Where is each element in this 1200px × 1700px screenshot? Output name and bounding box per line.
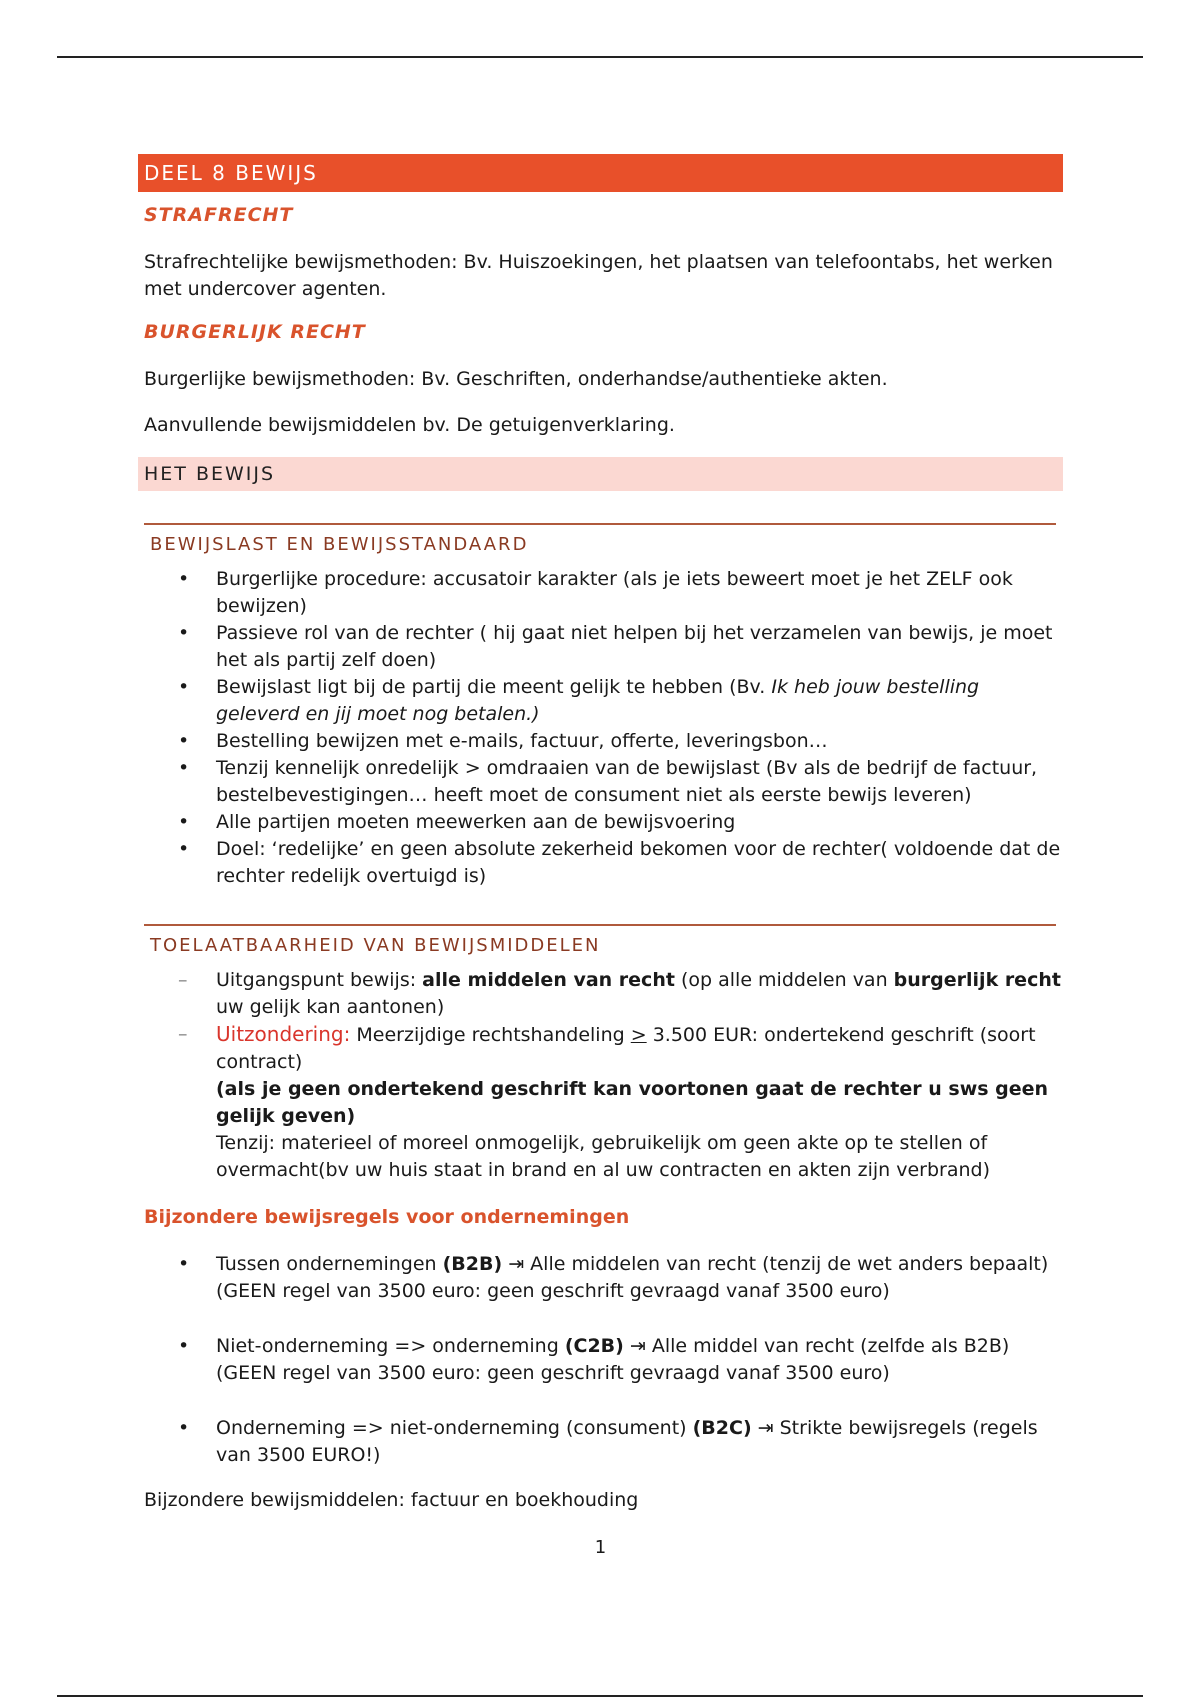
list-item: – Uitgangspunt bewijs: alle middelen van recht (op alle middelen van burgerlijk recht uw gelijk kan aantonen)	[178, 969, 1061, 1018]
exception-label: Uitzondering:	[216, 1022, 351, 1046]
bullet-icon: •	[178, 730, 190, 752]
dash-icon: –	[178, 1023, 188, 1045]
bullet-icon: •	[178, 838, 190, 860]
section-title-strafrecht: STRAFRECHT	[144, 204, 294, 226]
subheading-bewijslast: BEWIJSLAST EN BEWIJSSTANDAARD	[144, 523, 1056, 558]
list-item: • Burgerlijke procedure: accusatoir karakter (als je iets beweert moet je het ZELF ook bewijzen)	[178, 568, 1013, 617]
list-item: • Onderneming => niet-onderneming (consument) (B2C) ⇥ Strikte bewijsregels (regels van 3500 EURO!)	[178, 1417, 1038, 1466]
strafrecht-text: Strafrechtelijke bewijsmethoden: Bv. Huiszoekingen, het plaatsen van telefoontabs, het werken met undercover agenten.	[144, 251, 1053, 300]
list-item: – Uitzondering: Meerzijdige rechtshandeling > 3.500 EUR: ondertekend geschrift (soort contract) (als je geen ondertekend geschrift kan voortonen gaat de rechter u sws geen gelijk geven) Tenzij: materieel of moreel onmogelijk, gebruikelijk om geen akte op te stellen of overmacht(bv uw huis staat in brand en al uw contracten en akten zijn verbrand)	[178, 1022, 1049, 1181]
het-bewijs-banner: HET BEWIJS	[138, 457, 1063, 491]
dash-icon: –	[178, 969, 188, 991]
bewijslast-list	[138, 566, 1063, 890]
toelaatbaarheid-list	[138, 967, 1063, 1184]
section-title-burgerlijk: BURGERLIJK RECHT	[144, 321, 366, 343]
subheading-toelaatbaarheid: TOELAATBAARHEID VAN BEWIJSMIDDELEN	[144, 924, 1056, 959]
bijzondere-footer-text: Bijzondere bewijsmiddelen: factuur en boekhouding	[144, 1489, 639, 1511]
bullet-icon: •	[178, 757, 190, 779]
top-rule	[57, 56, 1143, 58]
bullet-icon: •	[178, 1417, 190, 1439]
list-item: • Bewijslast ligt bij de partij die meent gelijk te hebben (Bv. Ik heb jouw bestelling geleverd en jij moet nog betalen.)	[178, 676, 980, 725]
subheading-bijzondere: Bijzondere bewijsregels voor ondernemingen	[144, 1206, 630, 1228]
list-item: • Niet-onderneming => onderneming (C2B) ⇥ Alle middel van recht (zelfde als B2B) (GEEN regel van 3500 euro: geen geschrift gevraagd vanaf 3500 euro)	[178, 1335, 1010, 1384]
list-item: • Tussen ondernemingen (B2B) ⇥ Alle middelen van recht (tenzij de wet anders bepaalt) (GEEN regel van 3500 euro: geen geschrift gevraagd vanaf 3500 euro)	[178, 1253, 1049, 1302]
bijzondere-list	[138, 1251, 1063, 1469]
list-item: • Passieve rol van de rechter ( hij gaat niet helpen bij het verzamelen van bewijs, je moet het als partij zelf doen)	[178, 622, 1053, 671]
chapter-banner: DEEL 8 BEWIJS	[138, 154, 1063, 192]
list-item: • Alle partijen moeten meewerken aan de bewijsvoering	[138, 809, 1063, 836]
burgerlijk-text-1: Burgerlijke bewijsmethoden: Bv. Geschriften, onderhandse/authentieke akten.	[144, 368, 888, 390]
bullet-icon: •	[178, 676, 190, 698]
list-item: • Tenzij kennelijk onredelijk > omdraaien van de bewijslast (Bv als de bedrijf de factuur, bestelbevestigingen… heeft moet de consument niet als eerste bewijs leveren)	[178, 757, 1038, 806]
list-item: • Bestelling bewijzen met e-mails, factuur, offerte, leveringsbon…	[138, 728, 1063, 755]
page-number: 1	[594, 1537, 607, 1558]
list-item: • Doel: ‘redelijke’ en geen absolute zekerheid bekomen voor de rechter( voldoende dat de rechter redelijk overtuigd is)	[178, 838, 1061, 887]
bullet-icon: •	[178, 1335, 190, 1357]
bullet-icon: •	[178, 622, 190, 644]
bullet-icon: •	[178, 1253, 190, 1275]
document-page	[138, 154, 1063, 1561]
bullet-icon: •	[178, 568, 190, 590]
bullet-icon: •	[178, 811, 190, 833]
bottom-rule	[57, 1695, 1143, 1697]
burgerlijk-text-2: Aanvullende bewijsmiddelen bv. De getuigenverklaring.	[144, 414, 675, 436]
